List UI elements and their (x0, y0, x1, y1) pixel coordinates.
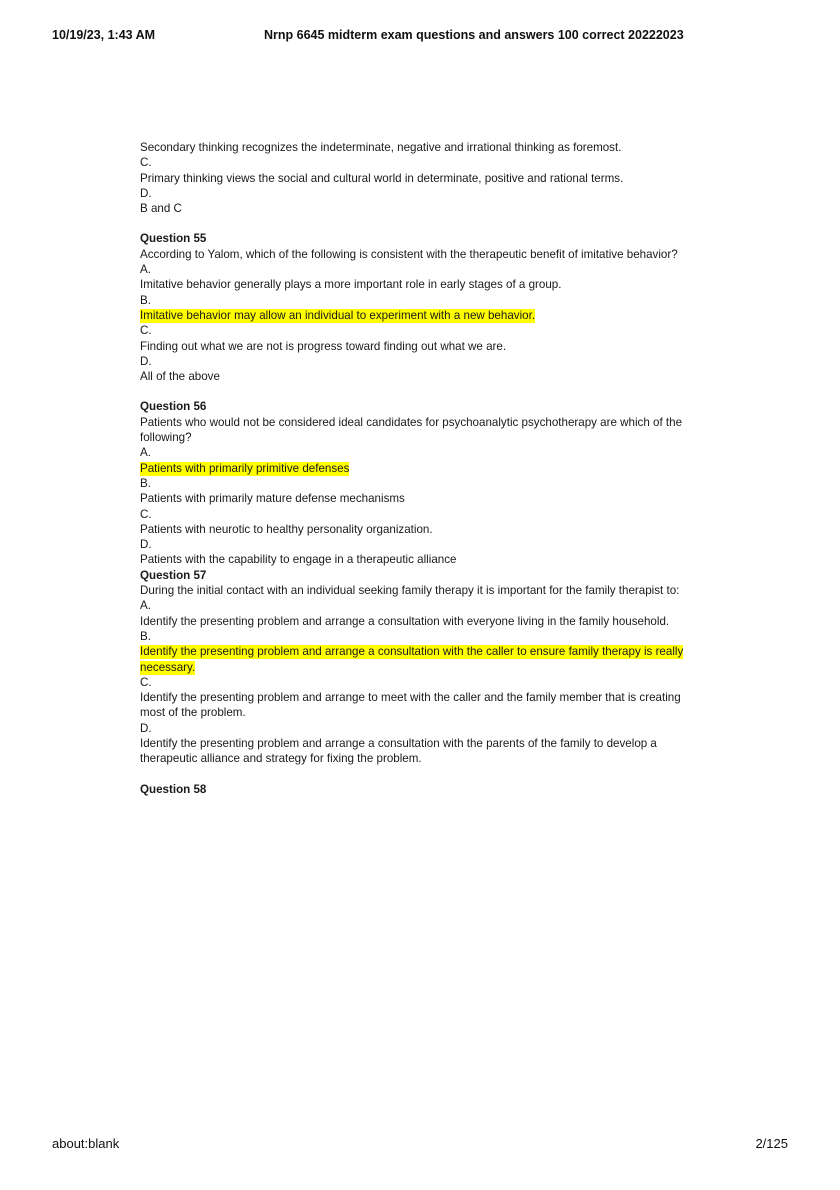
question-57-option-a-label: A. (140, 599, 151, 613)
question-57-heading: Question 57 (140, 568, 207, 582)
footer-source-url: about:blank (52, 1136, 120, 1151)
question-55-option-a-label: A. (140, 263, 151, 277)
page-footer (0, 1136, 840, 1156)
question-56-option-c-label: C. (140, 507, 152, 521)
highlight-answer-q56: Patients with primarily primitive defenses (140, 461, 350, 475)
question-56-stem: Patients who would not be considered ideal candidates for psychoanalytic psychotherapy are which of the following? (140, 415, 683, 445)
question-56-option-d-text: Patients with the capability to engage in a therapeutic alliance (140, 553, 457, 567)
question-56-option-a-label: A. (140, 446, 151, 460)
intro-line-1: Secondary thinking recognizes the indeterminate, negative and irrational thinking as foremost. (140, 141, 622, 154)
question-56-option-a-text (140, 461, 700, 476)
intro-option-d-label: D. (140, 186, 152, 200)
question-57-option-d-text: Identify the presenting problem and arrange a consultation with the parents of the family to develop a therapeutic alliance and strategy for fixing the problem. (140, 736, 657, 766)
question-57-option-a-text: Identify the presenting problem and arrange a consultation with everyone living in the family household. (140, 614, 670, 628)
spacer (140, 384, 700, 399)
intro-option-d-text: B and C (140, 202, 182, 216)
question-55-option-b-label: B. (140, 293, 151, 307)
question-56-option-b-text: Patients with primarily mature defense mechanisms (140, 492, 405, 506)
question-57-stem: During the initial contact with an individual seeking family therapy it is important for the family therapist to: (140, 584, 680, 598)
page-header (0, 28, 840, 48)
question-55-option-d-label: D. (140, 354, 152, 368)
spacer (140, 767, 700, 782)
question-55-option-d-text: All of the above (140, 370, 220, 384)
document-body (140, 140, 700, 797)
question-58-heading: Question 58 (140, 782, 207, 796)
question-57-option-b-text (140, 644, 700, 675)
intro-option-c-text: Primary thinking views the social and cultural world in determinate, positive and rational terms. (140, 171, 624, 185)
highlight-answer-q57: Identify the presenting problem and arrange a consultation with the caller to ensure family therapy is really necessary. (140, 645, 684, 674)
question-55-option-b-text (140, 308, 700, 323)
question-55-option-c-text: Finding out what we are not is progress toward finding out what we are. (140, 339, 507, 353)
question-57-option-b-label: B. (140, 629, 151, 643)
question-55-option-c-label: C. (140, 324, 152, 338)
question-56-option-c-text: Patients with neurotic to healthy personality organization. (140, 522, 433, 536)
question-55-heading: Question 55 (140, 232, 207, 246)
question-55-option-a-text: Imitative behavior generally plays a more important role in early stages of a group. (140, 278, 562, 292)
question-57-option-c-text: Identify the presenting problem and arrange to meet with the caller and the family member that is creating most of the problem. (140, 691, 681, 720)
question-56-option-d-label: D. (140, 538, 152, 552)
question-57-option-d-label: D. (140, 721, 152, 735)
intro-option-c-label: C. (140, 156, 152, 170)
header-document-title: Nrnp 6645 midterm exam questions and answers 100 correct 20222023 (264, 28, 684, 42)
question-57-option-c-label: C. (140, 675, 152, 689)
header-print-date: 10/19/23, 1:43 AM (52, 28, 156, 42)
question-55-stem: According to Yalom, which of the following is consistent with the therapeutic benefit of imitative behavior? (140, 247, 678, 261)
question-56-option-b-label: B. (140, 476, 151, 490)
question-56-heading: Question 56 (140, 400, 207, 414)
highlight-answer-q55: Imitative behavior may allow an individual to experiment with a new behavior. (140, 308, 536, 322)
footer-page-number: 2/125 (755, 1136, 788, 1151)
spacer (140, 216, 700, 231)
